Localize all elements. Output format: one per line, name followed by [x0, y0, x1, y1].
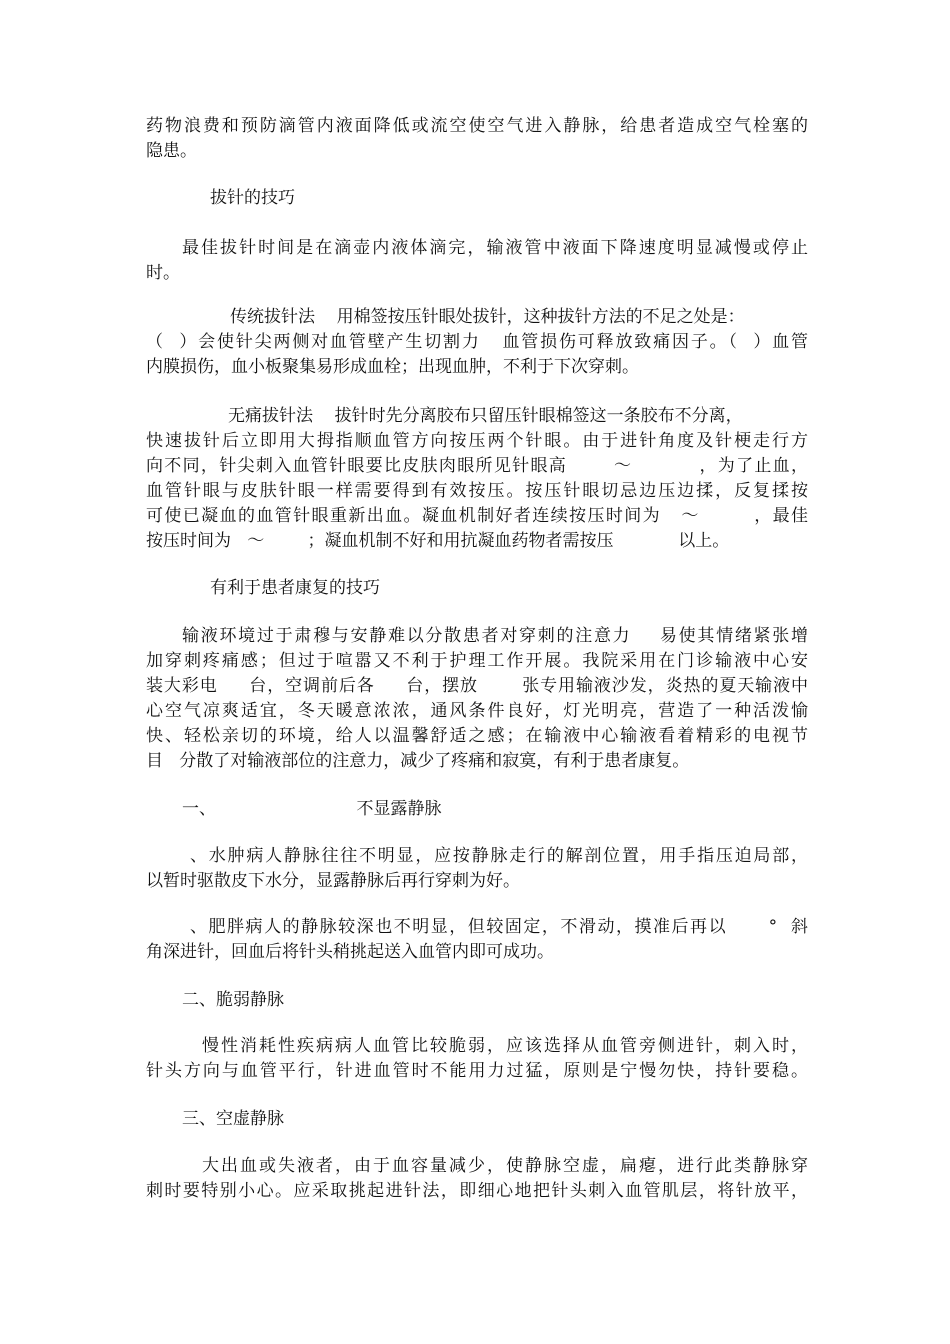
text-line: 传统拔针法 用棉签按压针眼处拔针，这种拔针方法的不足之处是： [230, 307, 745, 327]
text-line: 刺时要特别小心。应采取挑起进针法，即细心地把针头刺入血管肌层，将针放平， [146, 1181, 808, 1201]
text-line: 二、脆弱静脉 [182, 990, 284, 1010]
text-line: 目 分散了对输液部位的注意力，减少了疼痛和寂寞，有利于患者康复。 [146, 751, 690, 771]
text-line: 装大彩电 台，空调前后各 台，摆放 张专用输液沙发，炎热的夏天输液中 [146, 676, 808, 696]
text-line: 三、空虚静脉 [182, 1109, 284, 1129]
text-line: 针头方向与血管平行，针进血管时不能用力过猛，原则是宁慢勿快，持针要稳。 [146, 1061, 808, 1081]
text-line: 大出血或失液者，由于血容量减少，使静脉空虚，扁瘪，进行此类静脉穿 [202, 1156, 808, 1176]
text-line: 时。 [146, 263, 180, 283]
text-line: 加穿刺疼痛感；但过于喧嚣又不利于护理工作开展。我院采用在门诊输液中心安 [146, 651, 808, 671]
text-line: 快、轻松亲切的环境，给人以温馨舒适之感；在输液中心输液看着精彩的电视节 [146, 726, 808, 746]
text-line: 可使已凝血的血管针眼重新出血。凝血机制好者连续按压时间为 ～ ，最佳 [146, 506, 808, 526]
text-line: 以暂时驱散皮下水分，显露静脉后再行穿刺为好。 [146, 871, 520, 891]
text-line: 慢性消耗性疾病病人血管比较脆弱，应该选择从血管旁侧进针，刺入时， [202, 1036, 808, 1056]
text-line: 角深进针，回血后将针头稍挑起送入血管内即可成功。 [146, 942, 554, 962]
text-line: 最佳拔针时间是在滴壶内液体滴完，输液管中液面下降速度明显减慢或停止 [182, 238, 808, 258]
text-line: 、肥胖病人的静脉较深也不明显，但较固定，不滑动，摸准后再以 ° 斜 [190, 917, 808, 937]
text-line: 隐患。 [146, 141, 197, 161]
text-line: 、水肿病人静脉往往不明显，应按静脉走行的解剖位置，用手指压迫局部， [190, 846, 808, 866]
text-line: （ ）会使针尖两侧对血管壁产生切割力 血管损伤可释放致痛因子。（ ）血管 [146, 332, 808, 352]
text-line: 内膜损伤，血小板聚集易形成血栓；出现血肿，不利于下次穿刺。 [146, 357, 639, 377]
text-line: 无痛拔针法 拔针时先分离胶布只留压针眼棉签这一条胶布不分离， [228, 406, 743, 426]
text-line: 按压时间为 ～ ；凝血机制不好和用抗凝血药物者需按压 以上。 [146, 531, 730, 551]
text-line: 有利于患者康复的技巧 [210, 578, 380, 598]
text-line: 心空气凉爽适宜，冬天暖意浓浓，通风条件良好，灯光明亮，营造了一种活泼愉 [146, 701, 808, 721]
text-line: 输液环境过于肃穆与安静难以分散患者对穿刺的注意力 易使其情绪紧张增 [182, 626, 808, 646]
text-line: 快速拔针后立即用大拇指顺血管方向按压两个针眼。由于进针角度及针梗走行方 [146, 431, 808, 451]
text-line: 向不同，针尖刺入血管针眼要比皮肤肉眼所见针眼高 ～ ，为了止血， [146, 456, 808, 476]
text-line: 血管针眼与皮肤针眼一样需要得到有效按压。按压针眼切忌边压边揉，反复揉按 [146, 481, 808, 501]
text-line: 药物浪费和预防滴管内液面降低或流空使空气进入静脉，给患者造成空气栓塞的 [146, 116, 808, 136]
text-line: 拔针的技巧 [210, 188, 295, 208]
text-line: 一、 不显露静脉 [182, 799, 442, 819]
